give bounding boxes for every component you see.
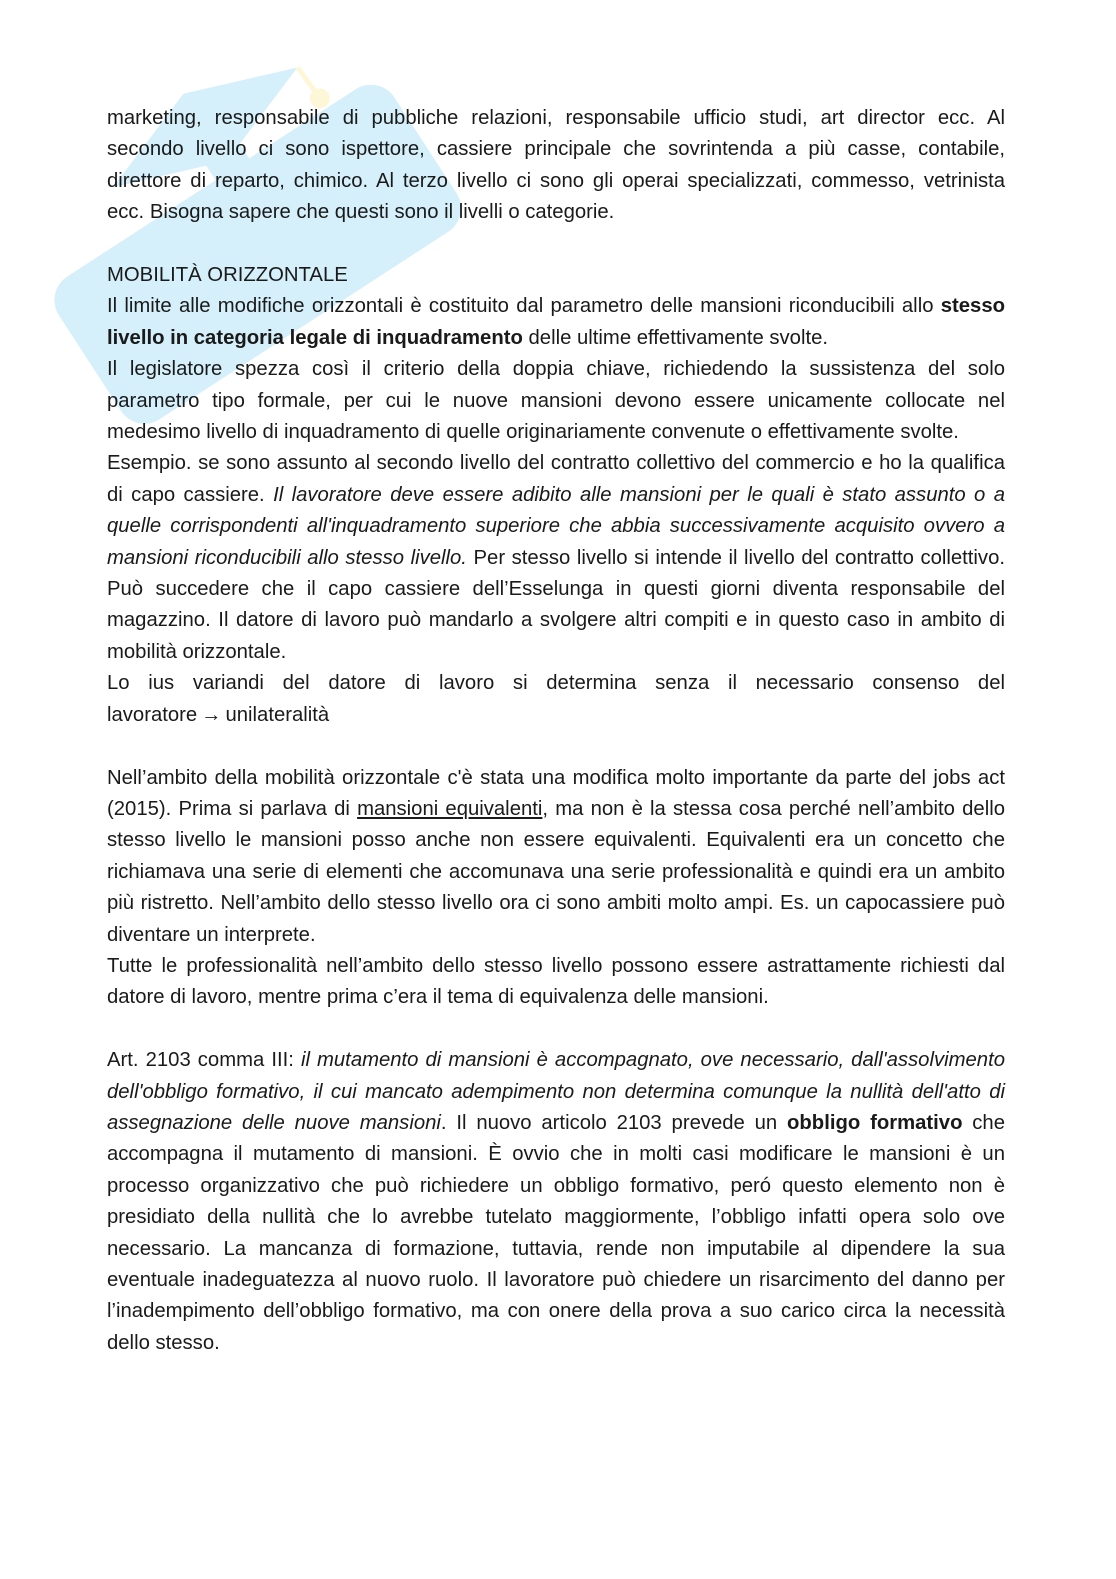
document-page: [107, 103, 1005, 1359]
paragraph-professionalita: Tutte le professionalità nell’ambito dello stesso livello possono essere astrattamente richiesti dal datore di lavoro, mentre prima c’era il tema di equivalenza delle mansioni.: [107, 954, 1005, 1009]
paragraph-esempio: Esempio. se sono assunto al secondo livello del contratto collettivo del commercio e ho la qualifica di capo cassiere. Il lavoratore deve essere adibito alle mansioni per le quali è stato assunto o a quelle corrispondenti all'inquadramento superiore che abbia successivamente acquisito ovvero a mansioni riconducibili allo stesso livello. Per stesso livello si intende il livello del contratto collettivo. Può succedere che il capo cassiere dell’Esselunga in questi giorni diventa responsabile del magazzino. Il datore di lavoro può mandarlo a svolgere altri compiti e in questo caso in ambito di mobilità orizzontale.: [107, 452, 1006, 663]
paragraph-ius-variandi: Lo ius variandi del datore di lavoro si determina senza il necessario consenso del lavoratore → unilateralità: [107, 672, 1005, 726]
arrow-right-icon: →: [201, 703, 222, 726]
paragraph-jobs-act: Nell’ambito della mobilità orizzontale c'è stata una modifica molto importante da parte del jobs act (2015). Prima si parlava di mansioni equivalenti, ma non è la stessa cosa perché nell’ambito dello stesso livello le mansioni posso anche non essere equivalenti. Equivalenti era un concetto che richiamava una serie di elementi che accomunava una serie professionalità e quindi era un ambito più ristretto. Nell’ambito dello stesso livello ora ci sono ambiti molto ampi. Es. un capocassiere può diventare un interprete.: [107, 766, 1005, 946]
section-heading-mobilita: MOBILITÀ ORIZZONTALE: [107, 264, 348, 287]
paragraph-levels: marketing, responsabile di pubbliche relazioni, responsabile ufficio studi, art director ecc. Al secondo livello ci sono ispettore, cassiere principale che sovrintenda a più casse, contabile, direttore di reparto, chimico. Al terzo livello ci sono gli operai specializzati, commesso, vetrinista ecc. Bisogna sapere che questi sono il livelli o categorie.: [107, 107, 1005, 224]
paragraph-art-2103: Art. 2103 comma III: il mutamento di mansioni è accompagnato, ove necessario, dall'assolvimento dell'obbligo formativo, il cui mancato adempimento non determina comunque la nullità dell'atto di assegnazione delle nuove mansioni. Il nuovo articolo 2103 prevede un obbligo formativo che accompagna il mutamento di mansioni. È ovvio che in molti casi modificare le mansioni è un processo organizzativo che può richiedere un obbligo formativo, peró questo elemento non è presidiato della nullità che lo avrebbe tutelato maggiormente, l’obbligo infatti opera solo ove necessario. La mancanza di formazione, tuttavia, rende non imputabile al dipendere la sua eventuale inadeguatezza al nuovo ruolo. Il lavoratore può chiedere un risarcimento del danno per l’inadempimento dell’obbligo formativo, ma con onere della prova a suo carico circa la necessità dello stesso.: [107, 1049, 1005, 1354]
italic-norma: Il lavoratore deve essere adibito alle mansioni per le quali è stato assunto o a quelle corrispondenti all'inquadramento superiore che abbia successivamente acquisito ovvero a mansioni riconducibili allo stesso livello.: [107, 483, 1006, 569]
underlined-mansioni-equivalenti: mansioni equivalenti: [357, 797, 543, 820]
paragraph-limite: Il limite alle modifiche orizzontali è costituito dal parametro delle mansioni riconducibili allo stesso livello in categoria legale di inquadramento delle ultime effettivamente svolte.: [107, 295, 1005, 349]
bold-obbligo-formativo: obbligo formativo: [787, 1111, 963, 1134]
italic-art-2103: il mutamento di mansioni è accompagnato, ove necessario, dall'assolvimento dell'obbligo formativo, il cui mancato adempimento non determina comunque la nullità dell'atto di assegnazione delle nuove mansioni: [107, 1049, 1005, 1134]
bold-stesso-livello: stesso livello in categoria legale di inquadramento: [107, 295, 1005, 349]
paragraph-legislatore: Il legislatore spezza così il criterio della doppia chiave, richiedendo la sussistenza del solo parametro tipo formale, per cui le nuove mansioni devono essere unicamente collocate nel medesimo livello di inquadramento di quelle originariamente convenute o effettivamente svolte.: [107, 358, 1005, 444]
